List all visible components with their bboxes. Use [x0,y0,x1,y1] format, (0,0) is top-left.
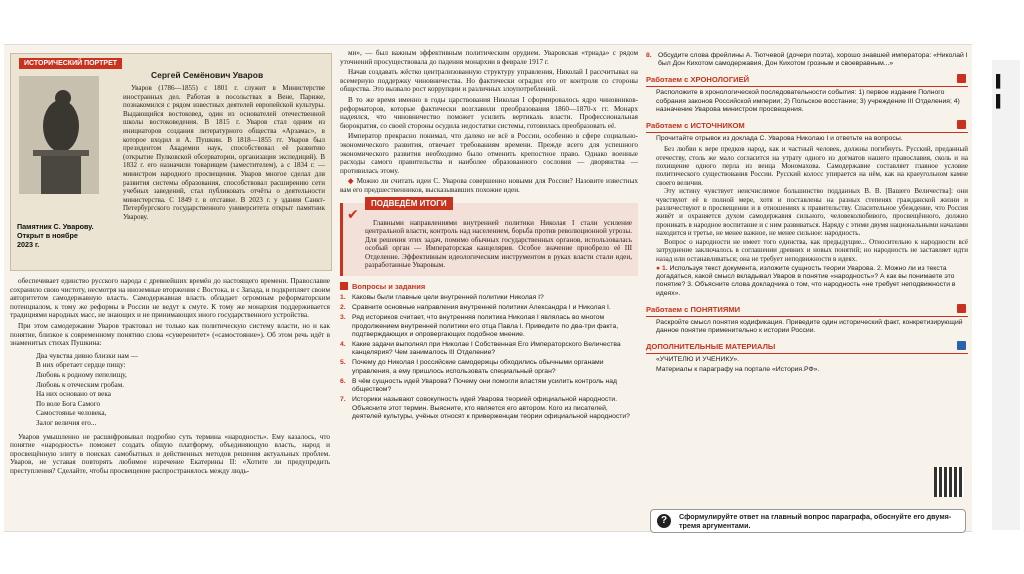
poem-line: Два чувства дивно близки нам — [36,351,138,360]
question-item: 8. Обсудите слова фрейлины А. Тютчевой (дочери поэта), хорошо знавшей императора: «Николай I был Дон Кихотом самодержавия, Дон Кихотом грозным и своевравным...» [646,52,968,68]
chronology-task: Расположите в хронологической последовательности события: 1) первое издание Полного собрания законов Российской империи; 2) Польское восстание; 3) учреждение III Отделения; 4) назначение Уварова министром просвещения. [656,89,960,113]
concept-icon [957,304,966,313]
square-icon [340,282,348,290]
concepts-task: Раскройте смысл понятия кодификация. Приведите один исторический факт, конкретизирующий данное понятие применительно к истории России. [656,318,963,334]
extra-materials-title: «УЧИТЕЛЮ И УЧЕНИКУ». [656,356,740,364]
questions-heading [340,282,638,291]
historical-portrait-box [10,53,332,271]
paragraph: Император прекрасно понимал, что далеко не всё в России, особенно в сфере социально-экономического развития, отвечает требованиям времени. Прежде всего для успешного экономического развития необходимо было отменить крепостное право. Однако военные расходы самого правительства и наиболее образованного сословия — дворянства — противилась этому. [340,132,638,175]
questions-list [340,294,638,421]
source-section-header [646,120,968,133]
document-icon [957,120,966,129]
portrait-tag: ИСТОРИЧЕСКИЙ ПОРТРЕТ [19,58,122,69]
source-heading: Работаем с ИСТОЧНИКОМ [646,121,745,131]
checkmark-icon: ✔ [347,206,359,223]
bullet-icon: ● 1. [656,264,670,272]
final-question-box [650,509,966,533]
pushkin-poem [36,352,330,429]
monument-photo [19,76,99,194]
monument-image [19,76,99,194]
poem-line: Залог величия его... [36,418,97,427]
bullet-icon: ◆ [348,177,357,186]
questions-heading-label: Вопросы и задания [352,282,426,292]
extra-materials-heading: ДОПОЛНИТЕЛЬНЫЕ МАТЕРИАЛЫ [646,342,776,352]
edge-glyph: ▌ [996,94,1005,108]
question-item: 7. Историки называют совокупность идей Уварова теорией официальной народности. Объясните этот термин. Выясните, кто является его автором. Кого из писателей, деятелей культуры, учёных относят к приверженцам теории официальной народности? [340,396,630,420]
paragraph: В то же время именно в годы царствования Николая I сформировалось ядро чиновников-реформаторов, которые фактически возглавили преобразования 1860—1870-х гг. Монарх надеялся, что чиновничество поможет усилить вертикаль власти. Профессиональная бюрократия, со своей стороны осудила недостатки системы, готовилась преобразовать её. [340,95,638,130]
hint-question [340,177,638,194]
poem-line: Любовь к отеческим гробам. [36,380,125,389]
column-right [646,49,968,530]
question-item: 3. Ряд историков считает, что внутренняя политика Николая I являлась во многом продолжением внутренней политики его отца Павла I. Приведите по два-три факта, подтверждающих и опровергающих подобное мнение. [340,314,619,338]
source-questions: ● 1. Используя текст документа, изложите сущность теории Уварова. 2. Можно ли из текста догадаться, какой смысл вкладывал Уваров в понятие «народность»? А как вы понимаете это понятие? 3. Объясните слова докладчика о том, что народность «не требует неподвижности в идеях». [656,264,956,297]
question-item: 6. В чём сущность идей Уварова? Почему они помогли властям усилить контроль над обществом? [340,377,617,394]
portrait-paragraph: Уваров (1786—1855) с 1801 г. служит в Министерстве иностранных дел. Работая в посольствах в Вене, Париже, познакомился с рядом известных деятелей европейской культуры. Выдающийся востоковед, один из основателей отечественной школы востоковедения. В 1815 г. Уваров стал одним из инициаторов создания литературного общества «Арзамас», в которое входил и А. Пушкин. В 1818—1855 гг. Уваров был президентом Академии наук, способствовал её развитию (открытие Пулковской обсерватории, организация экспедиций). В 1832 г. его назначили товарищем (заместителем), а с 1834 г. — министром народного просвещения. Уваров многое сделал для развития системы образования, способствовал расширению сети учебных заведений, стал публиковать отчёты о деятельности министерства. С 1849 г. в отставке. В 2023 г. у здания Санкт-Петербургского государственного университета открыт памятник Уварову. [123,84,325,221]
poem-line: Самостоянье человека, [36,409,107,418]
question-mark-icon: ? [657,514,671,528]
summary-text: Главными направлениями внутренней политики Николая I стали усиление центральной власти, контроль над населением, борьба против революционной угрозы. Для решения этих задач, помимо обычных государственных органов, использовалась особый орган — Императорская канцелярия. Особое значение приобрело её III Отделение. Эффективным идеологическим инструментом в руках власти стали идеи, разработанные Уваровым. [365,218,632,270]
paragraph: При этом самодержавие Уваров трактовал не только как политическую систему власти, но и как понятие, близкое к современному понятию слова «суверенитет» («самостояние»). Об этом речь идёт в знаменитых стихах Пушкина: [10,321,330,348]
summary-heading: ПОДВЕДЁМ ИТОГИ [365,197,453,210]
source-quote [656,145,968,263]
poem-line: В них обретает сердце пищу: [36,361,126,370]
chronology-section-header [646,74,968,87]
concepts-section-header [646,304,968,317]
question-item: 5. Почему до Николая I российские самодержцы обходились обычными органами управления, а ему пришлось использовать специальный орган? [340,359,604,375]
chronology-heading: Работаем с ХРОНОЛОГИЕЙ [646,75,750,85]
qr-code[interactable] [934,467,964,497]
paragraph: Начав создавать жёстко централизованную структуру управления, Николай I рассчитывал на всемерную поддержку чиновничества. Но фактически оградил его от контроля со стороны общества. Это вызвало рост коррупции и различных злоупотреблений. [340,68,638,94]
portrait-text [123,84,325,222]
poem-line: На них основано от века [36,390,111,399]
extra-materials-header [646,341,968,354]
question-item: 1. Каковы были главные цели внутренней политики Николая I? [340,294,544,302]
quote-paragraph: Вопрос о народности не имеет того единства, как предыдущие... Относительно к народности всё затруднение заключалось в соглашении древних и новых понятий; но народность не заставляет идти назад или останавливаться; она не требует неподвижности в идеях. [656,237,968,263]
poem-line: Любовь к родному пепелищу, [36,370,127,379]
hint-text: Можно ли считать идеи С. Уварова совершенно новыми для России? Назовите известных вам его предшественников, высказывавших похожие идеи. [340,177,638,194]
extra-materials-link[interactable]: Материалы к параграфу на портале «История.РФ». [656,366,820,374]
edge-glyph: ▌ [996,74,1005,88]
column-middle [340,49,638,423]
clock-icon [957,74,966,83]
next-page-edge [992,60,1020,530]
paragraph: Уваров умышленно не расшифровывал подробно суть термина «народность». Ему казалось, что понятие «народность» поможет создать общую платформу, объединяющую власть, народ и просвещённую элиту в поисках самобытных и действенных методов решения актуальных проблем. Уваров, не уставая повторять любимое изречение Екатерины II: «Хотите ли предупредить преступления? Сделайте, чтобы просвещение распространялось между людь- [10,432,330,475]
link-icon [957,341,966,350]
question-item: 4. Какие задачи выполнял при Николае I Собственная Его Императорского Величества канцелярия? Чем занималось III Отделение? [340,341,621,357]
paragraph: ми», — был важным эффективным политическим орудием. Уваровская «триада» с рядом уточнений просуществовала до падения монархии в феврале 1917 г. [340,49,638,66]
source-task: Прочитайте отрывок из доклада С. Уварова Николаю I и ответьте на вопросы. [656,135,903,143]
left-body [10,277,330,477]
monument-caption: Памятник С. Уварову. Открыт в ноябре 2023 г. [17,222,94,249]
poem-line: По воле Бога Самого [36,399,101,408]
question-item: 2. Сравните основные направления внутренней политики Александра I и Николая I. [340,304,611,312]
questions-list-continued [646,52,968,68]
quote-paragraph: Эту истину чувствует неисчислимое большинство подданных В. В. [Вашего Величества]: они чувствуют её в полной мере, хотя и поставлены на разных степенях гражданской жизни и различествуют в просвещении и в отношениях к правительству. Спасительное убеждение, что Россия живёт и охраняется духом самодержавия сильного, человеколюбивого, просвещённого, должно проникать в народное воспитание и с ним развиваться. Наряду с этими двумя национальными началами находится и третье, не менее важное, не менее сильное: народность. [656,187,968,238]
portrait-name: Сергей Семёнович Уваров [151,70,264,80]
quote-paragraph: Без любви к вере предков народ, как и частный человек, должны погибнуть. Русский, преданный отечеству, столь же мало согласится на утрату одного из догматов нашего православия, сколь и на похищение одного перла из венца Мономахова. Самодержавие составляет главное условие политического существования России. Русский колосс упирается на нём, как на краеугольном камне своего величия. [656,145,968,187]
textbook-spread [4,44,972,532]
summary-box [340,198,638,277]
concepts-heading: Работаем с ПОНЯТИЯМИ [646,304,741,314]
final-question-text: Сформулируйте ответ на главный вопрос параграфа, обоснуйте его двумя-тремя аргументами. [679,512,952,530]
paragraph: обеспечивает единство русского народа с древнейших времён до настоящего времени. Православие сохранило свою чистоту, несмотря на иноземные вторжения с Востока, и с Запада, и подкрепляет своим авторитетом самодержавную власть. Самодержавная власть обладает огромным реформаторским потенциалом, к тому же реформы в России не ведут к смуте. К тому же монархия поддерживается традициями народных масс, не знающих и не принимающих иного государственного устройства. [10,277,330,320]
